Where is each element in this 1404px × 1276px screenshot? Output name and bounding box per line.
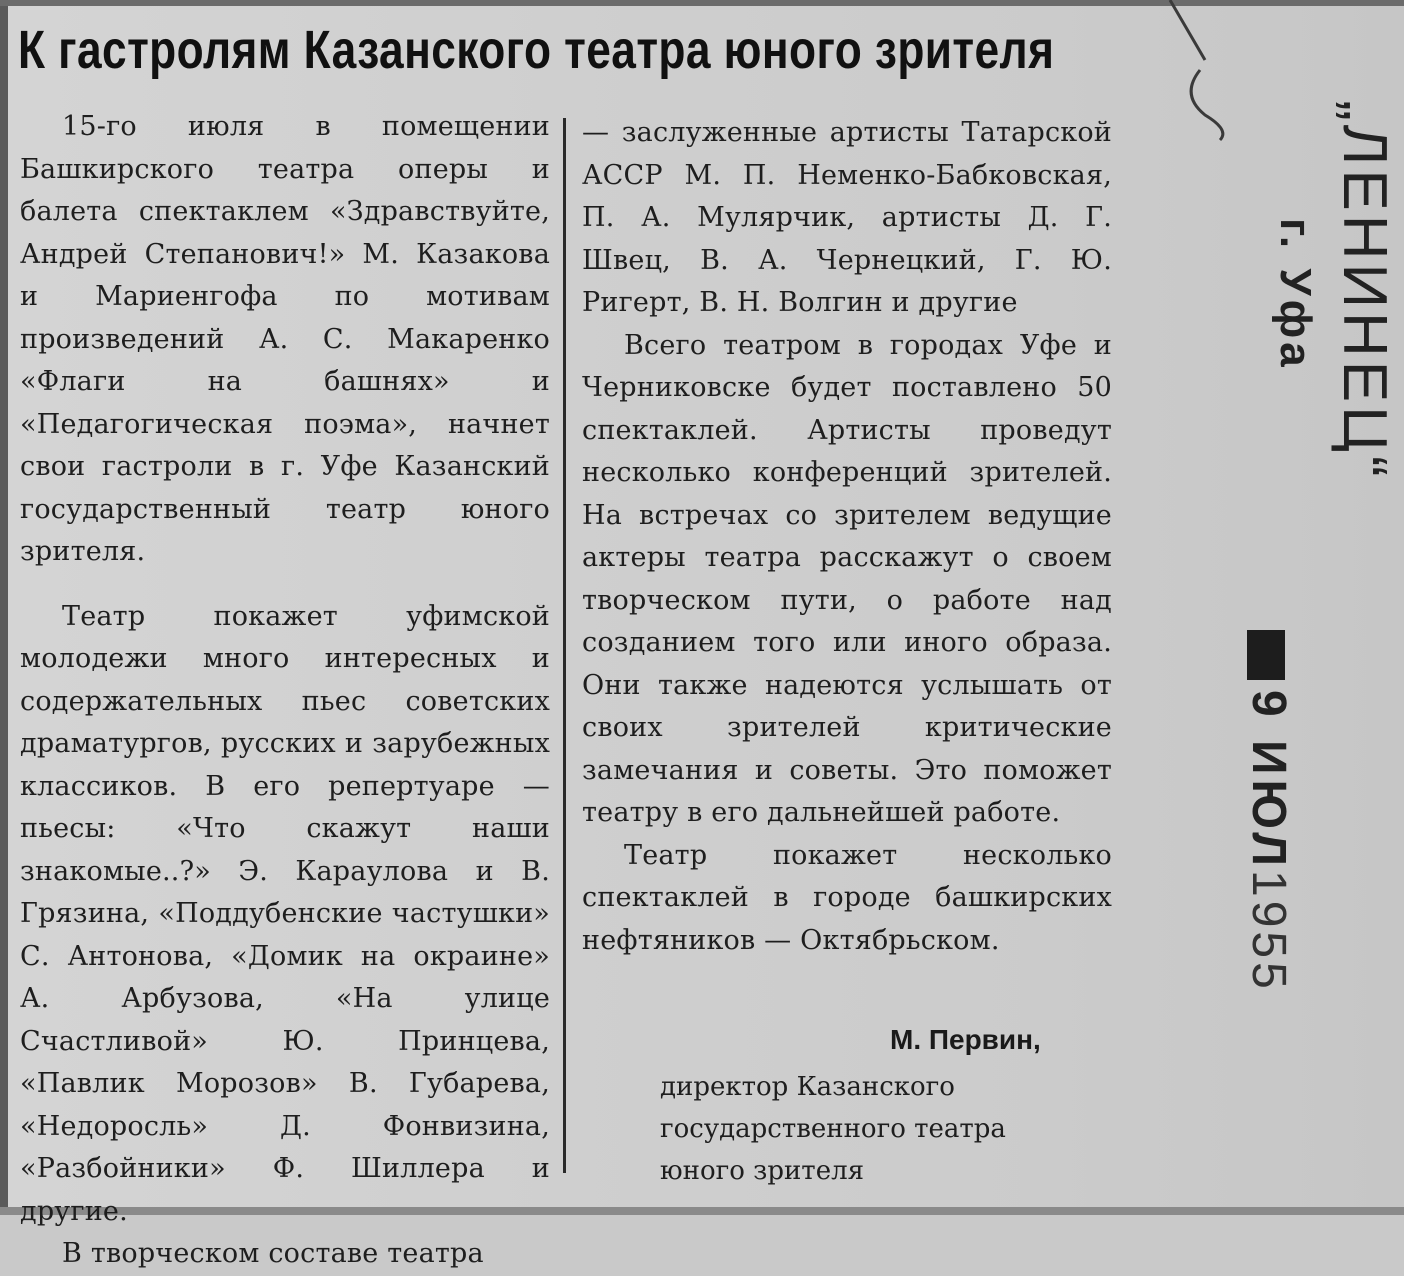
right-paragraph-1: — заслуженные артисты Татарской АССР М. П. Неменко-Бабковская, П. А. Мулярчик, артисты Д. Г. Швец, В. А. Чернецкий, Г. Ю. Ригерт, В. Н. Волгин и другие — [582, 117, 1112, 318]
pencil-mark — [1160, 0, 1260, 150]
article-left-column — [20, 106, 550, 1276]
left-paragraph-1: 15-го июля в помещении Башкирского театра оперы и балета спектаклем «Здравствуйте, Андрей Степанович!» М. Казакова и Мариенгофа по мотивам произведений А. С. Макаренко «Флаги на башнях» и «Педагогическая поэма», начнет свои гастроли в г. Уфе Казанский государственный театр юного зрителя. — [20, 111, 550, 567]
left-paragraph-2: Театр покажет уфимской молодежи много интересных и содержательных пьес советских драматургов, русских и зарубежных классиков. В его репертуаре — пьесы: «Что скажут наши знакомые..?» Э. Караулова и В. Грязина, «Поддубенские частушки» С. Антонова, «Домик на окраине» А. Арбузова, «На улице Счастливой» Ю. Принцева, «Павлик Морозов» В. Губарева, «Недоросль» Д. Фонвизина, «Разбойники» Ф. Шиллера и другие. — [20, 600, 550, 1227]
article-headline: К гастролям Казанского театра юного зрителя — [18, 20, 1055, 80]
year-stamp: 1955 — [1242, 870, 1295, 993]
left-paragraph-3: В творческом составе театра — [62, 1238, 484, 1269]
column-divider — [563, 118, 566, 1173]
right-paragraph-2: Всего театром в городах Уфе и Черниковске будет поставлено 50 спектаклей. Артисты проведут несколько конференций зрителей. На встречах со зрителем ведущие актеры театра расскажут о своем творческом пути, о работе над созданием того или иного образа. Они также надеются услышать от своих зрителей критические замечания и советы. Это поможет театру в его дальнейшей работе. — [582, 329, 1112, 828]
city-stamp: г. Уфа — [1271, 218, 1320, 371]
author-title: директор Казанского государственного театра юного зрителя — [660, 1072, 1006, 1186]
newspaper-name-stamp: „ЛЕНИНЕЦ“ — [1330, 100, 1399, 481]
stamp-bar — [1247, 630, 1285, 680]
date-stamp: 9 ИЮЛ — [1242, 690, 1295, 871]
article-right-column — [582, 112, 1112, 962]
right-paragraph-3: Театр покажет несколько спектаклей в городе башкирских нефтяников — Октябрьском. — [582, 839, 1112, 956]
scan-edge-left — [0, 0, 8, 1215]
author-signature: М. Первин, — [890, 1024, 1041, 1055]
